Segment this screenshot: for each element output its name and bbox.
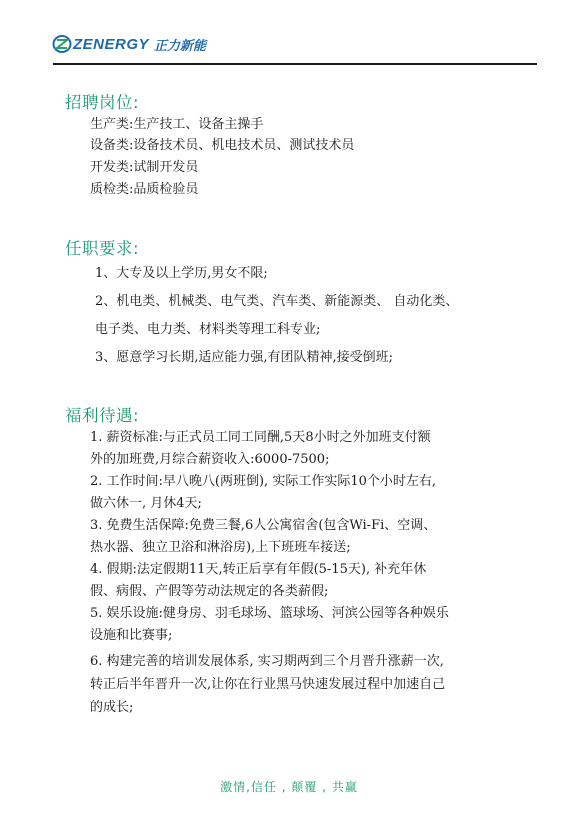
- benefit-line: 2. 工作时间:早八晚八(两班倒), 实际工作实际10个小时左右,: [90, 474, 436, 489]
- logo-brand-text: ZENERGY: [73, 35, 150, 53]
- header-divider: [53, 63, 537, 65]
- requirement-line: 3、愿意学习长期,适应能力强,有团队精神,接受倒班;: [95, 350, 394, 365]
- requirement-line: 电子类、电力类、材料类等理工科专业;: [95, 322, 321, 337]
- position-item-production: 生产类:生产技工、设备主操手: [90, 117, 264, 132]
- benefit-line: 3. 免费生活保障:免费三餐,6人公寓宿舍(包含Wi-Fi、空调、: [90, 518, 437, 533]
- section-title-positions: 招聘岗位:: [65, 93, 140, 112]
- benefit-line: 外的加班费,月综合薪资收入:6000-7500;: [90, 452, 330, 467]
- position-item-quality: 质检类:品质检验员: [90, 182, 199, 197]
- position-item-development: 开发类:试制开发员: [90, 160, 199, 175]
- benefit-line: 的成长;: [90, 700, 134, 715]
- benefit-line: 1. 薪资标准:与正式员工同工同酬,5天8小时之外加班支付额: [90, 430, 431, 445]
- benefit-line: 假、病假、产假等劳动法规定的各类薪假;: [90, 584, 329, 599]
- benefit-line: 4. 假期:法定假期11天,转正后享有年假(5-15天), 补充年休: [90, 562, 427, 577]
- benefit-line: 热水器、独立卫浴和淋浴房),上下班班车接送;: [90, 540, 351, 555]
- logo-chinese-text: 正力新能: [154, 38, 207, 54]
- requirement-line: 1、大专及以上学历,男女不限;: [95, 266, 268, 281]
- company-logo: [52, 33, 206, 55]
- footer-slogan: 激情,信任 , 颠覆 , 共赢: [220, 780, 358, 794]
- benefit-line: 6. 构建完善的培训发展体系, 实习期两到三个月晋升涨薪一次,: [90, 654, 444, 669]
- section-title-benefits: 福利待遇:: [65, 406, 140, 425]
- benefit-line: 做六休一, 月休4天;: [90, 496, 202, 511]
- requirement-line: 2、机电类、机械类、电气类、汽车类、新能源类、 自动化类、: [95, 294, 459, 309]
- benefit-line: 5. 娱乐设施:健身房、羽毛球场、篮球场、河滨公园等各种娱乐: [90, 606, 449, 621]
- position-item-equipment: 设备类:设备技术员、机电技术员、测试技术员: [90, 138, 355, 153]
- benefit-line: 转正后半年晋升一次,让你在行业黑马快速发展过程中加速自己: [90, 677, 446, 692]
- benefit-line: 设施和比赛事;: [90, 628, 173, 643]
- zenergy-logo-icon: [52, 34, 72, 54]
- section-title-requirements: 任职要求:: [65, 239, 140, 258]
